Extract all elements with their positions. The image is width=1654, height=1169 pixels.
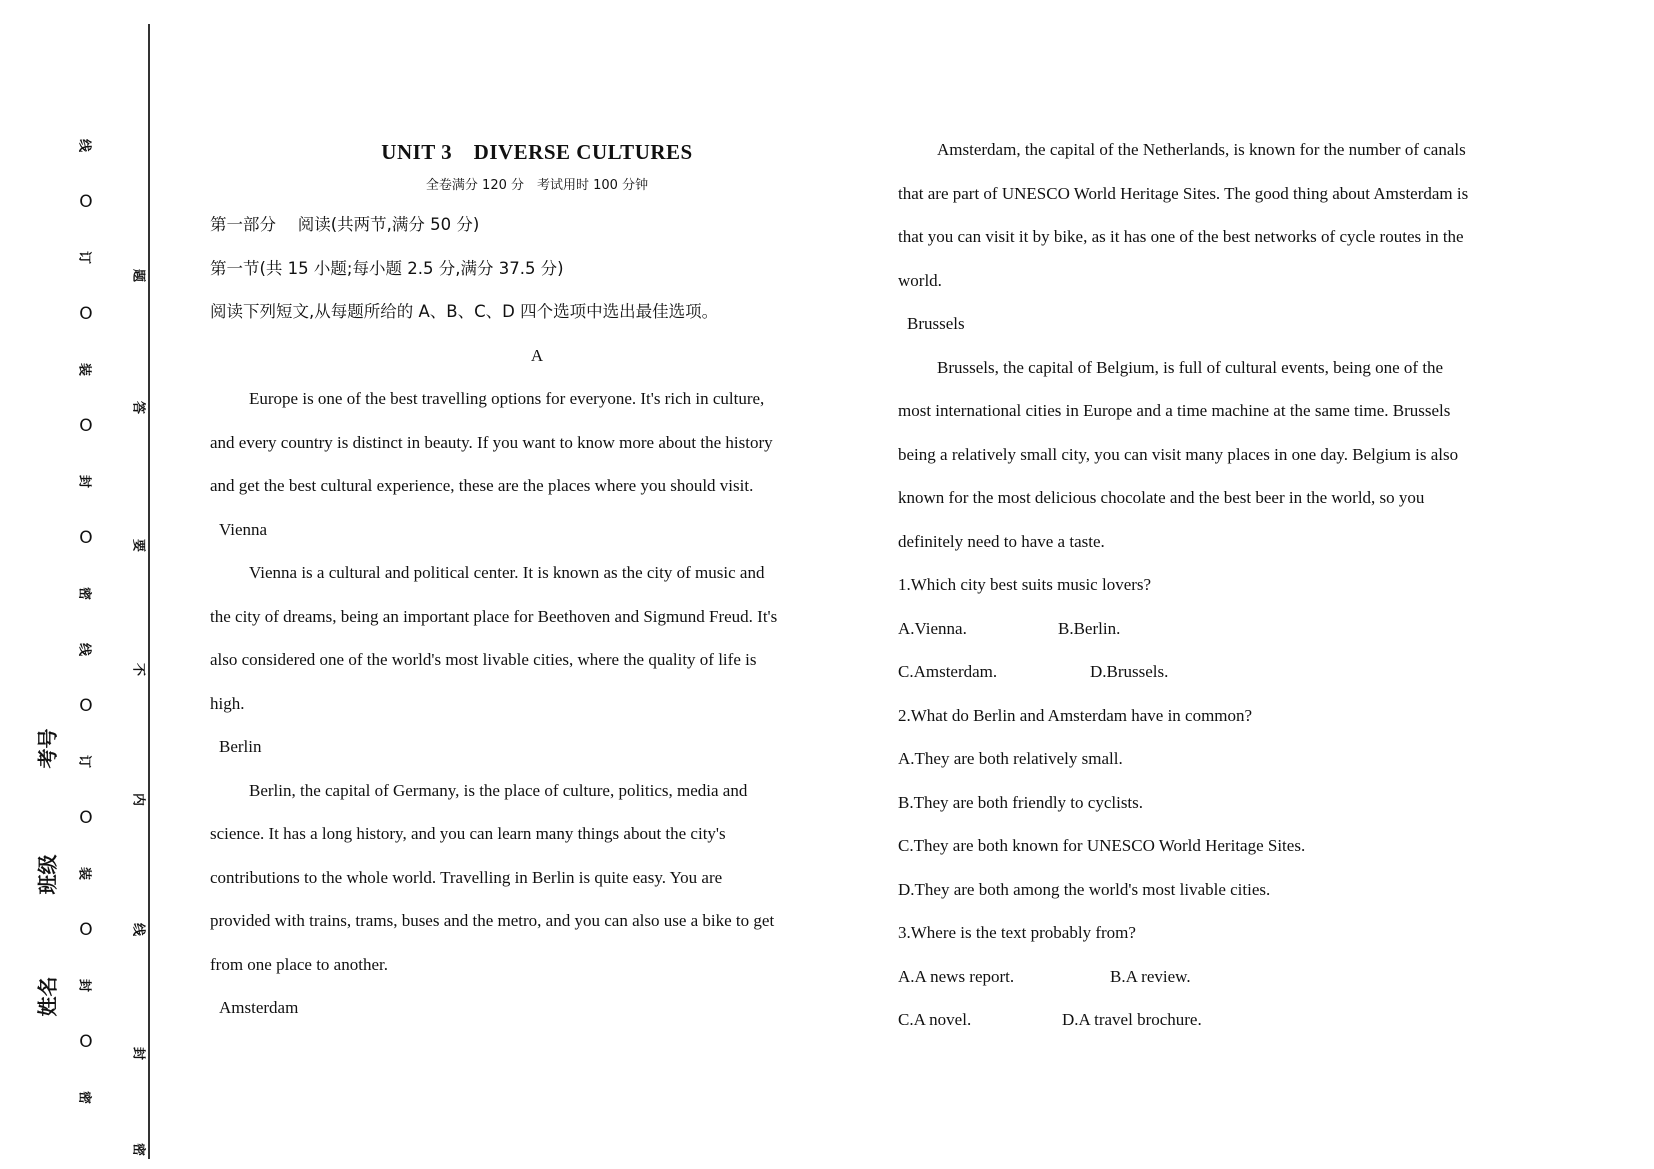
name-label: 姓名 xyxy=(35,976,60,1017)
inner-seal-column xyxy=(128,260,152,1160)
seal-char: 装 xyxy=(76,866,92,880)
seal-char: O xyxy=(79,192,93,212)
subheading-berlin: Berlin xyxy=(219,737,262,756)
page-title: UNIT 3 DIVERSE CULTURES xyxy=(381,140,693,164)
option: C.They are both known for UNESCO World Heritage Sites. xyxy=(898,836,1306,855)
option: B.Berlin. xyxy=(1058,618,1121,638)
inner-char: 密 xyxy=(130,1142,146,1156)
passage-line: Berlin, the capital of Germany, is the place of culture, politics, media and xyxy=(249,780,748,800)
passage-line: Brussels, the capital of Belgium, is full of cultural events, being one of the xyxy=(937,357,1444,377)
seal-char: 线 xyxy=(76,642,92,656)
passage-line: and get the best cultural experience, these are the places where you should visit. xyxy=(210,476,754,495)
option: D.They are both among the world's most livable cities. xyxy=(898,879,1271,899)
class-label: 班级 xyxy=(35,854,60,895)
passage-line: that you can visit it by bike, as it has one of the best networks of cycle routes in the xyxy=(898,227,1464,246)
options-row xyxy=(898,998,1558,1042)
seal-char: O xyxy=(79,528,93,548)
seal-char: O xyxy=(79,416,93,436)
directions: 阅读下列短文,从每题所给的 A、B、C、D 四个选项中选出最佳选项。 xyxy=(210,302,719,321)
passage-line: world. xyxy=(898,270,942,290)
options-row xyxy=(898,650,1558,694)
right-column xyxy=(898,128,1558,1042)
inner-char: 要 xyxy=(130,538,146,552)
seal-char: O xyxy=(79,304,93,324)
passage-line: from one place to another. xyxy=(210,954,388,974)
passage-line: Amsterdam, the capital of the Netherlands, is known for the number of canals xyxy=(937,140,1466,159)
seal-char: 密 xyxy=(76,1090,92,1104)
question-stem: 3.Where is the text probably from? xyxy=(898,923,1136,942)
option: B.They are both friendly to cyclists. xyxy=(898,792,1144,812)
seal-char: O xyxy=(79,920,93,940)
exam-info: 全卷满分 120 分 考试用时 100 分钟 xyxy=(425,178,649,193)
passage-line: Europe is one of the best travelling options for everyone. It's rich in culture, xyxy=(249,389,765,408)
seal-char: O xyxy=(79,696,93,716)
seal-char: 封 xyxy=(76,474,92,488)
passage-line: also considered one of the world's most livable cities, where the quality of life is xyxy=(210,650,757,669)
passage-line: most international cities in Europe and a time machine at the same time. Brussels xyxy=(898,401,1451,420)
option: C.A novel. xyxy=(898,1010,972,1029)
question-stem: 1.Which city best suits music lovers? xyxy=(898,575,1152,594)
passage-line: provided with trains, trams, buses and the metro, and you can also use a bike to get xyxy=(210,911,775,930)
passage-line: that are part of UNESCO World Heritage Sites. The good thing about Amsterdam is xyxy=(898,183,1469,203)
left-column xyxy=(210,128,864,1030)
section-heading: 第一节(共 15 小题;每小题 2.5 分,满分 37.5 分) xyxy=(210,258,564,278)
inner-char: 答 xyxy=(130,400,146,414)
inner-char: 题 xyxy=(130,268,146,282)
seal-char: 封 xyxy=(76,978,92,992)
option: A.Vienna. xyxy=(898,618,967,638)
question-stem: 2.What do Berlin and Amsterdam have in common? xyxy=(898,705,1253,725)
option: D.Brussels. xyxy=(1090,662,1169,681)
exam-number-label: 考号 xyxy=(35,728,60,769)
inner-char: 不 xyxy=(130,662,146,676)
passage-line: and every country is distinct in beauty. If you want to know more about the history xyxy=(210,432,773,452)
option: A.They are both relatively small. xyxy=(898,749,1123,768)
seal-char: 线 xyxy=(76,138,92,152)
passage-line: science. It has a long history, and you can learn many things about the city's xyxy=(210,824,726,843)
student-info-fields xyxy=(26,720,66,1020)
option: C.Amsterdam. xyxy=(898,662,998,681)
option: B.A review. xyxy=(1110,966,1191,986)
passage-line: high. xyxy=(210,693,245,713)
seal-char: 订 xyxy=(76,250,92,264)
seal-char: 密 xyxy=(76,586,92,600)
passage-line: being a relatively small city, you can visit many places in one day. Belgium is also xyxy=(898,444,1459,464)
passage-line: definitely need to have a taste. xyxy=(898,531,1105,551)
part-heading: 第一部分 阅读(共两节,满分 50 分) xyxy=(210,215,480,234)
passage-line: Vienna is a cultural and political center. It is known as the city of music and xyxy=(249,563,765,582)
passage-line: the city of dreams, being an important place for Beethoven and Sigmund Freud. It's xyxy=(210,606,778,626)
seal-line-column xyxy=(74,130,98,1160)
inner-char: 内 xyxy=(130,792,146,806)
options-row xyxy=(898,955,1558,999)
seal-char: 订 xyxy=(76,754,92,768)
passage-line: contributions to the whole world. Travelling in Berlin is quite easy. You are xyxy=(210,867,723,887)
seal-char: 装 xyxy=(76,362,92,376)
inner-char: 线 xyxy=(130,922,146,936)
inner-char: 封 xyxy=(130,1046,146,1060)
seal-char: O xyxy=(79,808,93,828)
subheading-amsterdam: Amsterdam xyxy=(219,998,299,1017)
seal-char: O xyxy=(79,1032,93,1052)
options-row xyxy=(898,607,1558,651)
option: A.A news report. xyxy=(898,966,1015,986)
option: D.A travel brochure. xyxy=(1062,1010,1202,1029)
subheading-vienna: Vienna xyxy=(219,519,268,539)
subheading-brussels: Brussels xyxy=(907,314,965,333)
passage-line: known for the most delicious chocolate and the best beer in the world, so you xyxy=(898,488,1425,507)
passage-label: A xyxy=(530,345,544,365)
